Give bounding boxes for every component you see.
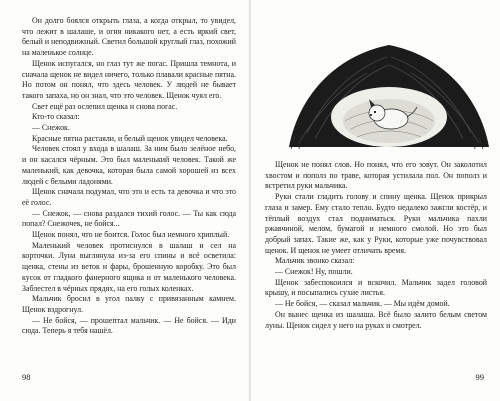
paragraph: Он долго боялся открыть глаза, а когда открыл, то увидел, что лежит в шалаше, и огня никакого нет, а есть яркий свет, белый и неподвижный. Светил большой круглый глаз, похожий на маленькое солнце. [22,16,236,58]
paragraph: Мальчик бросил в угол палку с привязанным камнем. Щенок вздрогнул. [22,294,236,314]
left-page [0,0,249,401]
left-page-text [22,16,236,337]
paragraph: Щенок сначала подумал, что это и есть та девочка и что это её голос. [22,187,236,207]
paragraph: Человек стоял у входа в шалаш. За ним было зелёное небо, и он касался чёрным. Это был маленький человек. Такой же маленький, как девочка, которая была самой хорошей из всех людей с белыми ладонями. [22,144,236,186]
paragraph: — Снежок. [32,123,70,133]
paragraph: Щенок не понял слов. Но понял, что его зовут. Он заколотил хвостом и пополз по траве, которая устилала пол. Он пополз и встретил руки мальчика. [265,160,487,191]
paragraph: — Снежок! Ну, пошли. [275,267,353,277]
paragraph: — Не бойся, — прошептал мальчик. — Не бойся. — Иди сюда. Теперь я тебя нашёл. [22,315,236,336]
paragraph: — Не бойся, — сказал мальчик. — Мы идём домой. [275,299,450,309]
paragraph: Щенок забеспокоился и вскочил. Мальчик задел головой крышу, и посыпались сухие листья. [265,277,487,298]
right-page [251,0,500,401]
paragraph: Мальчик звонко сказал: [275,256,355,266]
paragraph: Щенок испугался, но глаз тут же погас. Пришла темнота, и сначала щенок не видел ничего, только плавали красные пятна. Но потом он понял, что здесь человек. У людей не бывает такого запаха, но он знал, что это человек. Щенок чуял его. [22,58,236,100]
paragraph: Маленький человек протиснулся в шалаш и сел на корточки. Луна выглянула из-за его спины и всё осветила: щенка, стены из веток и фары, брошенную коробку. Это был кусок от гладкого фанерного ящика и от маленького человека. Заблестел в чёрных прядях, на его голых коленках. [22,240,236,293]
paragraph: Кто-то сказал: [32,112,80,122]
paragraph: Красные пятна растаяли, и белый щенок увидел человека. [32,133,228,143]
paragraph: Он вынес щенка из шалаша. Всё было залито белым светом луны. Щенок сидел у него на руках и смотрел. [265,309,487,330]
page-number-left: 98 [22,372,31,382]
page-number-right: 99 [475,372,484,382]
right-page-text [265,160,487,331]
paragraph: Свет ещё раз ослепил щенка и снова погас. [32,101,178,111]
paragraph: Руки стали гладить голову и спину щенка. Щенок прикрыл глаза и замер. Ему стало тепло. Будто недалеко зажгли костёр, и тёплый воздух стал подниматься. Руки мальчика пахли ржавчиной, мелом, бумагой и немного смолой. Но это был добрый запах. Такие же, как у Руки, которые уже почувствовал щенок. И щенок не умеет отличать время. [265,192,487,255]
paragraph: Щенок понял, что не боится. Голос был немного хриплый. [32,230,230,240]
puppy-in-burrow-illustration [287,33,491,151]
paragraph: — Снежок, — снова раздался тихий голос. — Ты как сюда попал? Снежочек, не бойся... [22,208,236,229]
